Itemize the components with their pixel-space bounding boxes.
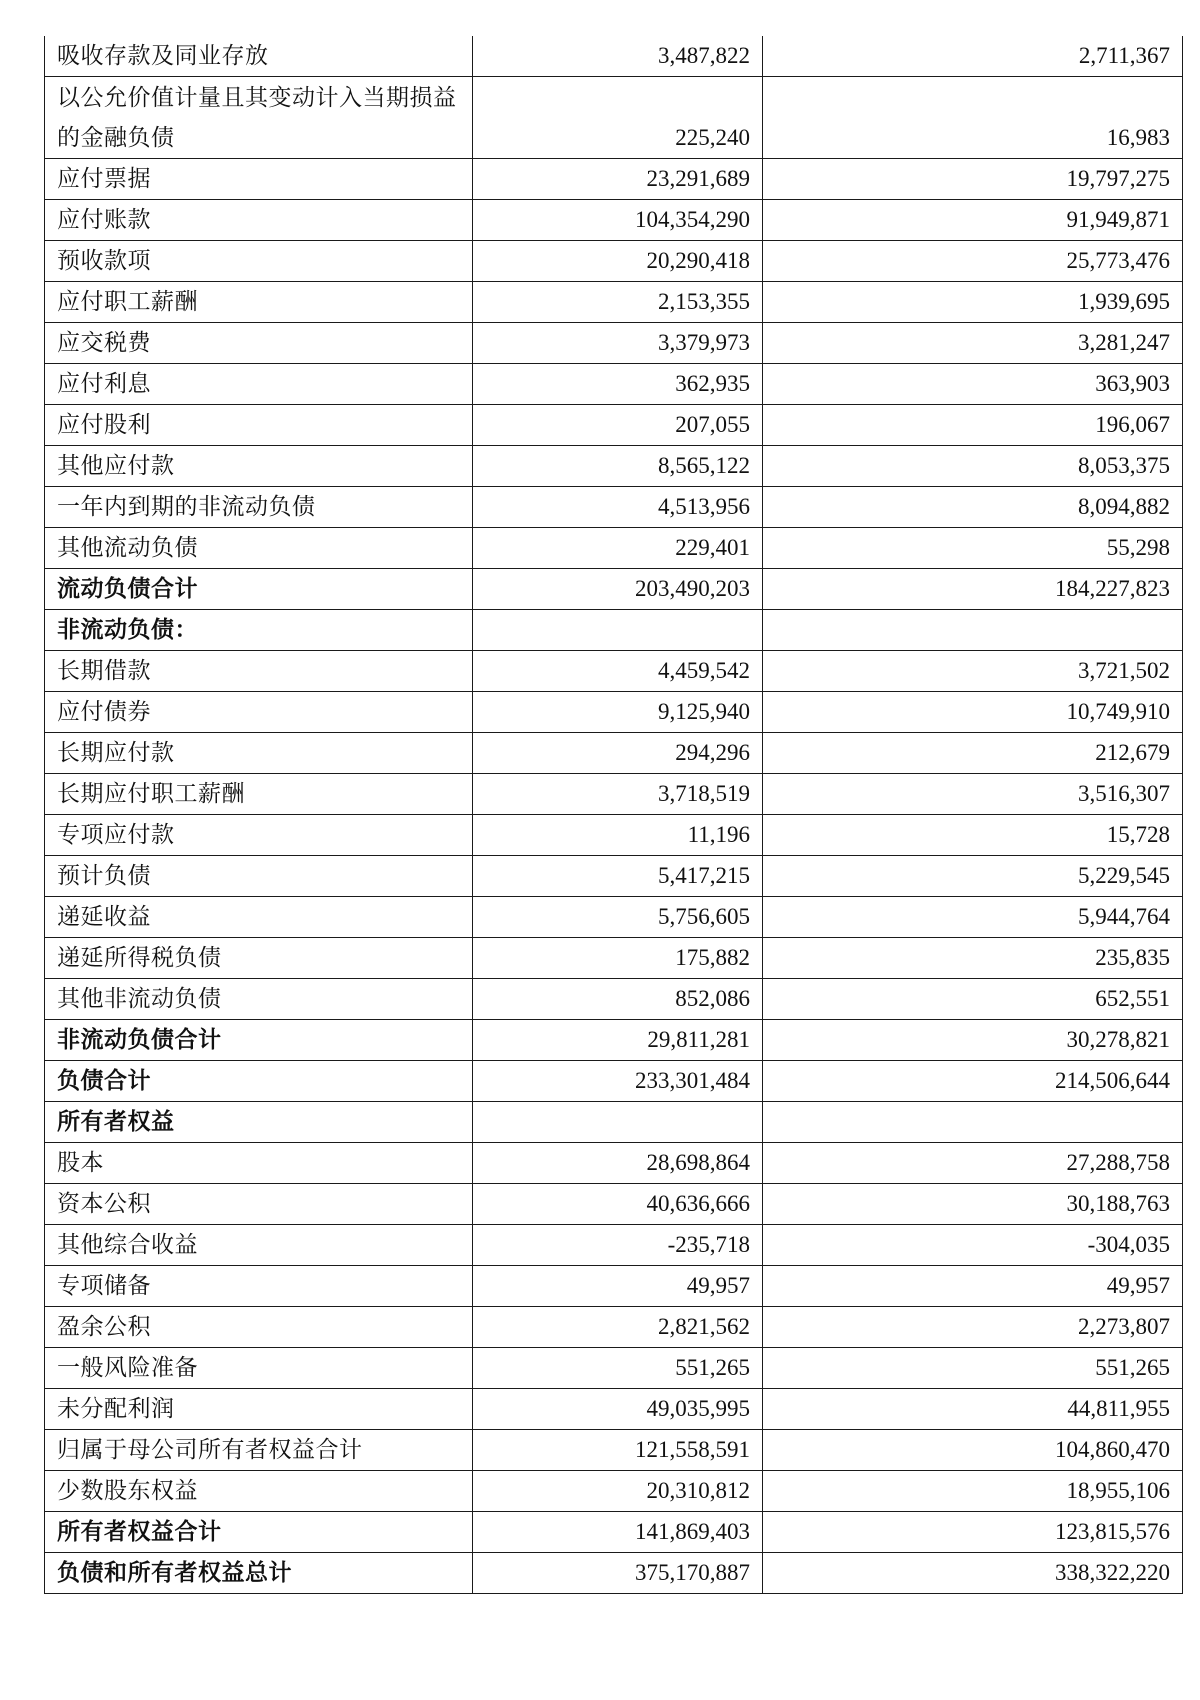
row-label: 长期应付职工薪酬 bbox=[45, 774, 473, 815]
table-row bbox=[45, 1512, 1183, 1553]
prior-period-value: 30,278,821 bbox=[763, 1020, 1183, 1061]
current-period-value: 207,055 bbox=[473, 405, 763, 446]
prior-period-value: 551,265 bbox=[763, 1348, 1183, 1389]
prior-period-value: 196,067 bbox=[763, 405, 1183, 446]
prior-period-value: 8,094,882 bbox=[763, 487, 1183, 528]
row-label: 非流动负债合计 bbox=[45, 1020, 473, 1061]
current-period-value: 49,957 bbox=[473, 1266, 763, 1307]
prior-period-value: 214,506,644 bbox=[763, 1061, 1183, 1102]
row-label: 负债和所有者权益总计 bbox=[45, 1553, 473, 1594]
table-row bbox=[45, 1348, 1183, 1389]
table-row bbox=[45, 1020, 1183, 1061]
table-row bbox=[45, 1553, 1183, 1594]
table-row bbox=[45, 200, 1183, 241]
current-period-value: 20,290,418 bbox=[473, 241, 763, 282]
prior-period-value bbox=[763, 610, 1183, 651]
table-row bbox=[45, 774, 1183, 815]
row-label: 所有者权益合计 bbox=[45, 1512, 473, 1553]
current-period-value: 175,882 bbox=[473, 938, 763, 979]
current-period-value: 40,636,666 bbox=[473, 1184, 763, 1225]
current-period-value: 3,379,973 bbox=[473, 323, 763, 364]
row-label: 未分配利润 bbox=[45, 1389, 473, 1430]
row-label: 流动负债合计 bbox=[45, 569, 473, 610]
current-period-value: 2,821,562 bbox=[473, 1307, 763, 1348]
row-label: 少数股东权益 bbox=[45, 1471, 473, 1512]
current-period-value: 852,086 bbox=[473, 979, 763, 1020]
table-row bbox=[45, 1471, 1183, 1512]
row-label: 递延收益 bbox=[45, 897, 473, 938]
table-row bbox=[45, 1266, 1183, 1307]
prior-period-value: 338,322,220 bbox=[763, 1553, 1183, 1594]
table-row bbox=[45, 692, 1183, 733]
row-label: 其他流动负债 bbox=[45, 528, 473, 569]
current-period-value: 8,565,122 bbox=[473, 446, 763, 487]
row-label: 吸收存款及同业存放 bbox=[45, 36, 473, 77]
table-row bbox=[45, 569, 1183, 610]
table-row bbox=[45, 36, 1183, 77]
current-period-value: 121,558,591 bbox=[473, 1430, 763, 1471]
prior-period-value: 15,728 bbox=[763, 815, 1183, 856]
table-row bbox=[45, 610, 1183, 651]
table-row bbox=[45, 1184, 1183, 1225]
prior-period-value bbox=[763, 1102, 1183, 1143]
prior-period-value: 25,773,476 bbox=[763, 241, 1183, 282]
prior-period-value: 55,298 bbox=[763, 528, 1183, 569]
current-period-value: 233,301,484 bbox=[473, 1061, 763, 1102]
table-row bbox=[45, 159, 1183, 200]
current-period-value bbox=[473, 610, 763, 651]
prior-period-value: 19,797,275 bbox=[763, 159, 1183, 200]
row-label: 专项应付款 bbox=[45, 815, 473, 856]
current-period-value: 551,265 bbox=[473, 1348, 763, 1389]
prior-period-value: 27,288,758 bbox=[763, 1143, 1183, 1184]
row-label: 一般风险准备 bbox=[45, 1348, 473, 1389]
row-label: 应付账款 bbox=[45, 200, 473, 241]
table-row bbox=[45, 815, 1183, 856]
row-label: 应付股利 bbox=[45, 405, 473, 446]
row-label: 所有者权益 bbox=[45, 1102, 473, 1143]
table-row bbox=[45, 77, 1183, 159]
prior-period-value: 2,273,807 bbox=[763, 1307, 1183, 1348]
row-label: 应交税费 bbox=[45, 323, 473, 364]
current-period-value: 362,935 bbox=[473, 364, 763, 405]
current-period-value bbox=[473, 1102, 763, 1143]
current-period-value: 5,417,215 bbox=[473, 856, 763, 897]
table-row bbox=[45, 938, 1183, 979]
table-row bbox=[45, 1225, 1183, 1266]
table-row bbox=[45, 897, 1183, 938]
current-period-value: 9,125,940 bbox=[473, 692, 763, 733]
row-label: 归属于母公司所有者权益合计 bbox=[45, 1430, 473, 1471]
table-row bbox=[45, 282, 1183, 323]
row-label: 以公允价值计量且其变动计入当期损益的金融负债 bbox=[45, 77, 473, 159]
current-period-value: 49,035,995 bbox=[473, 1389, 763, 1430]
row-label: 负债合计 bbox=[45, 1061, 473, 1102]
prior-period-value: 49,957 bbox=[763, 1266, 1183, 1307]
row-label: 盈余公积 bbox=[45, 1307, 473, 1348]
prior-period-value: 91,949,871 bbox=[763, 200, 1183, 241]
table-row bbox=[45, 856, 1183, 897]
row-label: 预收款项 bbox=[45, 241, 473, 282]
table-row bbox=[45, 979, 1183, 1020]
current-period-value: 203,490,203 bbox=[473, 569, 763, 610]
current-period-value: 28,698,864 bbox=[473, 1143, 763, 1184]
current-period-value: 3,718,519 bbox=[473, 774, 763, 815]
prior-period-value: 5,944,764 bbox=[763, 897, 1183, 938]
current-period-value: 2,153,355 bbox=[473, 282, 763, 323]
prior-period-value: 3,281,247 bbox=[763, 323, 1183, 364]
current-period-value: 23,291,689 bbox=[473, 159, 763, 200]
table-row bbox=[45, 1389, 1183, 1430]
table-row bbox=[45, 1061, 1183, 1102]
balance-sheet-body bbox=[45, 36, 1183, 1594]
current-period-value: 4,459,542 bbox=[473, 651, 763, 692]
row-label: 其他非流动负债 bbox=[45, 979, 473, 1020]
table-row bbox=[45, 364, 1183, 405]
table-row bbox=[45, 1102, 1183, 1143]
row-label: 股本 bbox=[45, 1143, 473, 1184]
current-period-value: 29,811,281 bbox=[473, 1020, 763, 1061]
prior-period-value: 3,721,502 bbox=[763, 651, 1183, 692]
prior-period-value: 363,903 bbox=[763, 364, 1183, 405]
current-period-value: 229,401 bbox=[473, 528, 763, 569]
table-row bbox=[45, 241, 1183, 282]
prior-period-value: -304,035 bbox=[763, 1225, 1183, 1266]
table-row bbox=[45, 733, 1183, 774]
table-row bbox=[45, 651, 1183, 692]
balance-sheet-page bbox=[44, 36, 1182, 1594]
table-row bbox=[45, 1430, 1183, 1471]
prior-period-value: 8,053,375 bbox=[763, 446, 1183, 487]
row-label: 递延所得税负债 bbox=[45, 938, 473, 979]
row-label: 长期应付款 bbox=[45, 733, 473, 774]
prior-period-value: 652,551 bbox=[763, 979, 1183, 1020]
current-period-value: 225,240 bbox=[473, 77, 763, 159]
row-label: 长期借款 bbox=[45, 651, 473, 692]
current-period-value: 5,756,605 bbox=[473, 897, 763, 938]
prior-period-value: 184,227,823 bbox=[763, 569, 1183, 610]
prior-period-value: 212,679 bbox=[763, 733, 1183, 774]
row-label: 应付债券 bbox=[45, 692, 473, 733]
prior-period-value: 104,860,470 bbox=[763, 1430, 1183, 1471]
prior-period-value: 3,516,307 bbox=[763, 774, 1183, 815]
current-period-value: -235,718 bbox=[473, 1225, 763, 1266]
row-label: 其他综合收益 bbox=[45, 1225, 473, 1266]
table-row bbox=[45, 323, 1183, 364]
table-row bbox=[45, 1143, 1183, 1184]
row-label: 一年内到期的非流动负债 bbox=[45, 487, 473, 528]
row-label: 应付利息 bbox=[45, 364, 473, 405]
current-period-value: 20,310,812 bbox=[473, 1471, 763, 1512]
prior-period-value: 10,749,910 bbox=[763, 692, 1183, 733]
prior-period-value: 16,983 bbox=[763, 77, 1183, 159]
row-label: 预计负债 bbox=[45, 856, 473, 897]
current-period-value: 11,196 bbox=[473, 815, 763, 856]
current-period-value: 4,513,956 bbox=[473, 487, 763, 528]
table-row bbox=[45, 1307, 1183, 1348]
row-label: 专项储备 bbox=[45, 1266, 473, 1307]
row-label: 应付票据 bbox=[45, 159, 473, 200]
prior-period-value: 44,811,955 bbox=[763, 1389, 1183, 1430]
prior-period-value: 5,229,545 bbox=[763, 856, 1183, 897]
table-row bbox=[45, 405, 1183, 446]
row-label: 应付职工薪酬 bbox=[45, 282, 473, 323]
table-row bbox=[45, 487, 1183, 528]
current-period-value: 3,487,822 bbox=[473, 36, 763, 77]
current-period-value: 294,296 bbox=[473, 733, 763, 774]
current-period-value: 104,354,290 bbox=[473, 200, 763, 241]
balance-sheet-table bbox=[44, 36, 1183, 1594]
current-period-value: 141,869,403 bbox=[473, 1512, 763, 1553]
current-period-value: 375,170,887 bbox=[473, 1553, 763, 1594]
table-row bbox=[45, 528, 1183, 569]
prior-period-value: 123,815,576 bbox=[763, 1512, 1183, 1553]
prior-period-value: 30,188,763 bbox=[763, 1184, 1183, 1225]
row-label: 资本公积 bbox=[45, 1184, 473, 1225]
prior-period-value: 2,711,367 bbox=[763, 36, 1183, 77]
row-label: 其他应付款 bbox=[45, 446, 473, 487]
prior-period-value: 1,939,695 bbox=[763, 282, 1183, 323]
row-label: 非流动负债： bbox=[45, 610, 473, 651]
prior-period-value: 235,835 bbox=[763, 938, 1183, 979]
prior-period-value: 18,955,106 bbox=[763, 1471, 1183, 1512]
table-row bbox=[45, 446, 1183, 487]
